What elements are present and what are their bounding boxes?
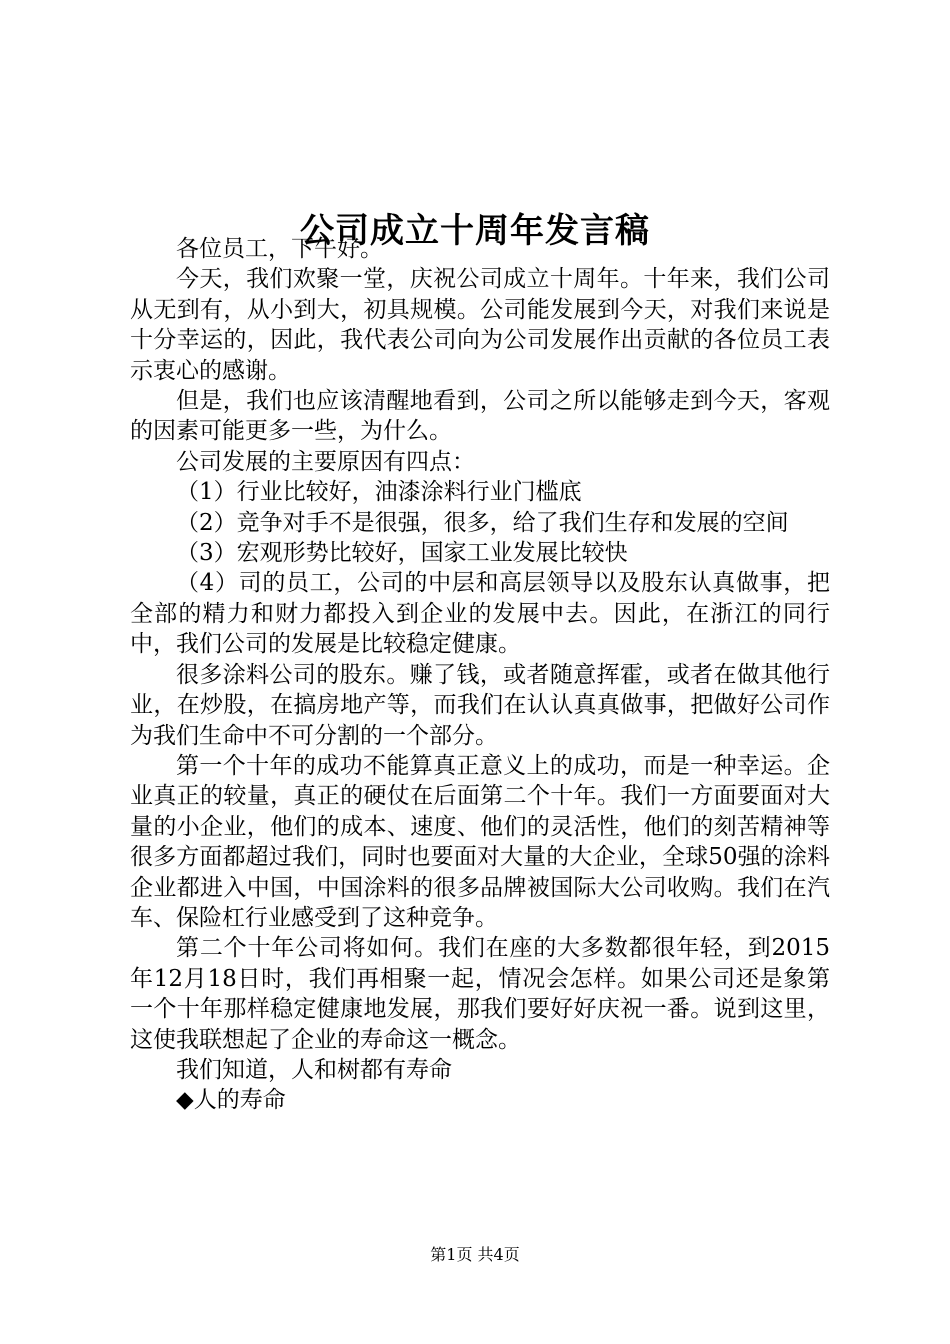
paragraph-objective-factors: 但是，我们也应该清醒地看到，公司之所以能够走到今天，客观的因素可能更多一些，为什么。 bbox=[130, 388, 830, 445]
paragraph-greeting: 各位员工，下午好。 bbox=[176, 236, 383, 262]
paragraph-first-decade: 第一个十年的成功不能算真正意义上的成功，而是一种幸运。企业真正的较量，真正的硬仗在后面第二个十年。我们一方面要面对大量的小企业，他们的成本、速度、他们的灵活性，他们的刻苦精神等很多方面都超过我们，同时也要面对大量的大企业，全球50强的涂料企业都进入中国，中国涂料的很多品牌被国际大公司收购。我们在汽车、保险杠行业感受到了这种竞争。 bbox=[130, 752, 830, 931]
paragraph-second-decade: 第二个十年公司将如何。我们在座的大多数都很年轻，到2015年12月18日时，我们再相聚一起，情况会怎样。如果公司还是象第一个十年那样稳定健康地发展，那我们要好好庆祝一番。说到这里，这使我联想起了企业的寿命这一概念。 bbox=[130, 935, 830, 1053]
paragraph-celebration: 今天，我们欢聚一堂，庆祝公司成立十周年。十年来，我们公司从无到有，从小到大，初具规模。公司能发展到今天，对我们来说是十分幸运的，因此，我代表公司向为公司发展作出贡献的各位员工表示衷心的感谢。 bbox=[130, 266, 830, 384]
paragraph-four-reasons: 公司发展的主要原因有四点： bbox=[176, 448, 475, 475]
page-indicator: 第1页 共4页 bbox=[430, 1245, 520, 1264]
paragraph-human-lifespan: ◆人的寿命 bbox=[176, 1087, 286, 1114]
document-body bbox=[130, 234, 830, 1116]
reason-item-1: （1）行业比较好，油漆涂料行业门槛底 bbox=[176, 479, 582, 506]
document-title: 公司成立十周年发言稿 bbox=[300, 210, 650, 251]
reason-item-4: （4）司的员工，公司的中层和高层领导以及股东认真做事，把全部的精力和财力都投入到企业的发展中去。因此，在浙江的同行中，我们公司的发展是比较稳定健康。 bbox=[130, 570, 830, 658]
reason-item-2: （2）竞争对手不是很强，很多，给了我们生存和发展的空间 bbox=[176, 509, 789, 536]
reason-item-3: （3）宏观形势比较好，国家工业发展比较快 bbox=[176, 540, 628, 567]
paragraph-lifespan: 我们知道，人和树都有寿命 bbox=[176, 1056, 452, 1083]
paragraph-shareholders: 很多涂料公司的股东。赚了钱，或者随意挥霍，或者在做其他行业，在炒股，在搞房地产等，而我们在认认真真做事，把做好公司作为我们生命中不可分割的一个部分。 bbox=[130, 661, 830, 749]
